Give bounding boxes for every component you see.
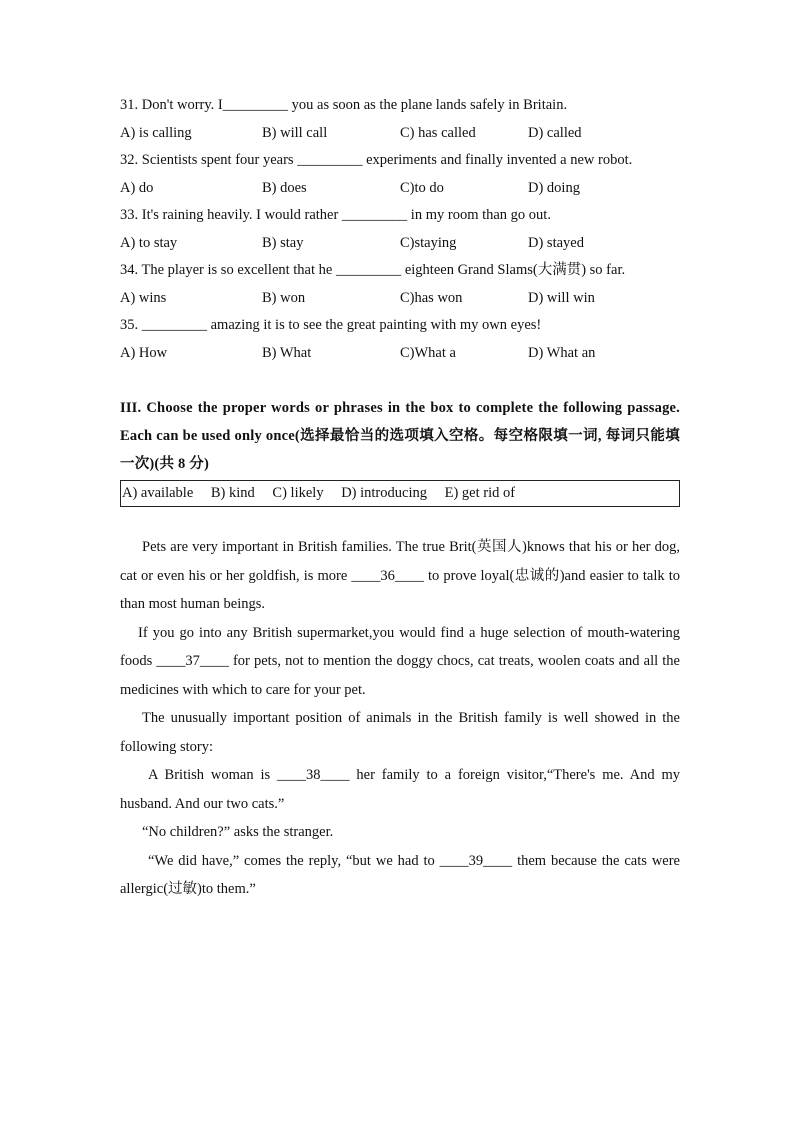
q34-option-a: A) wins: [120, 289, 167, 306]
q32-option-a: A) do: [120, 179, 154, 196]
q33-option-b: B) stay: [262, 234, 304, 251]
passage: [120, 533, 680, 904]
question-34-options: [120, 285, 680, 313]
box-option-c: C) likely: [272, 485, 324, 501]
worksheet-page: [120, 92, 680, 904]
q34-option-c: C)has won: [400, 289, 463, 306]
question-35-options: [120, 340, 680, 368]
box-option-a: A) available: [122, 485, 194, 501]
q32-option-c: C)to do: [400, 179, 444, 196]
box-option-b: B) kind: [210, 485, 255, 501]
section-3-heading: III. Choose the proper words or phrases in the box to complete the following passage. Each can be used only once(选择最恰当的选项填入空格。每空格限填一词, 每词只能填一次)(共 8 分): [120, 400, 680, 472]
q31-option-d: D) called: [528, 124, 582, 141]
question-34-stem: 34. The player is so excellent that he _________ eighteen Grand Slams(大满贯) so far.: [120, 262, 626, 278]
question-31-stem: 31. Don't worry. I_________ you as soon as the plane lands safely in Britain.: [120, 97, 568, 113]
q34-option-d: D) will win: [528, 289, 595, 306]
question-33-options: [120, 230, 680, 258]
passage-paragraph-4: A British woman is ____38____ her family to a foreign visitor,“There's me. And my husband. And our two cats.”: [120, 767, 680, 812]
passage-paragraph-1: Pets are very important in British families. The true Brit(英国人)knows that his or her dog, cat or even his or her goldfish, is more ____36____ to prove loyal(忠诚的)and easier to talk to than most human beings.: [120, 539, 680, 612]
q31-option-b: B) will call: [262, 124, 328, 141]
question-32-stem: 32. Scientists spent four years _________ experiments and finally invented a new robot.: [120, 152, 633, 168]
q35-option-b: B) What: [262, 344, 312, 361]
box-option-e: E) get rid of: [444, 485, 516, 501]
q32-option-d: D) doing: [528, 179, 580, 196]
q31-option-a: A) is calling: [120, 124, 192, 141]
question-32-options: [120, 175, 680, 203]
question-35-stem: 35. _________ amazing it is to see the great painting with my own eyes!: [120, 317, 542, 333]
q35-option-d: D) What an: [528, 344, 596, 361]
question-31-options: [120, 120, 680, 148]
passage-paragraph-5: “No children?” asks the stranger.: [142, 824, 334, 840]
q35-option-a: A) How: [120, 344, 168, 361]
word-box: [120, 480, 680, 507]
passage-paragraph-6: “We did have,” comes the reply, “but we had to ____39____ them because the cats were allergic(过敏)to them.”: [120, 852, 680, 897]
passage-paragraph-3: The unusually important position of animals in the British family is well showed in the following story:: [120, 710, 680, 755]
q33-option-d: D) stayed: [528, 234, 584, 251]
question-33-stem: 33. It's raining heavily. I would rather _________ in my room than go out.: [120, 207, 551, 223]
q32-option-b: B) does: [262, 179, 307, 196]
q35-option-c: C)What a: [400, 344, 456, 361]
q31-option-c: C) has called: [400, 124, 476, 141]
q34-option-b: B) won: [262, 289, 306, 306]
q33-option-c: C)staying: [400, 234, 457, 251]
q33-option-a: A) to stay: [120, 234, 178, 251]
passage-paragraph-2: If you go into any British supermarket,you would find a huge selection of mouth-watering foods ____37____ for pets, not to mention the doggy chocs, cat treats, woolen coats and all the medicines with which to care for your pet.: [120, 624, 680, 698]
box-option-d: D) introducing: [341, 485, 427, 501]
